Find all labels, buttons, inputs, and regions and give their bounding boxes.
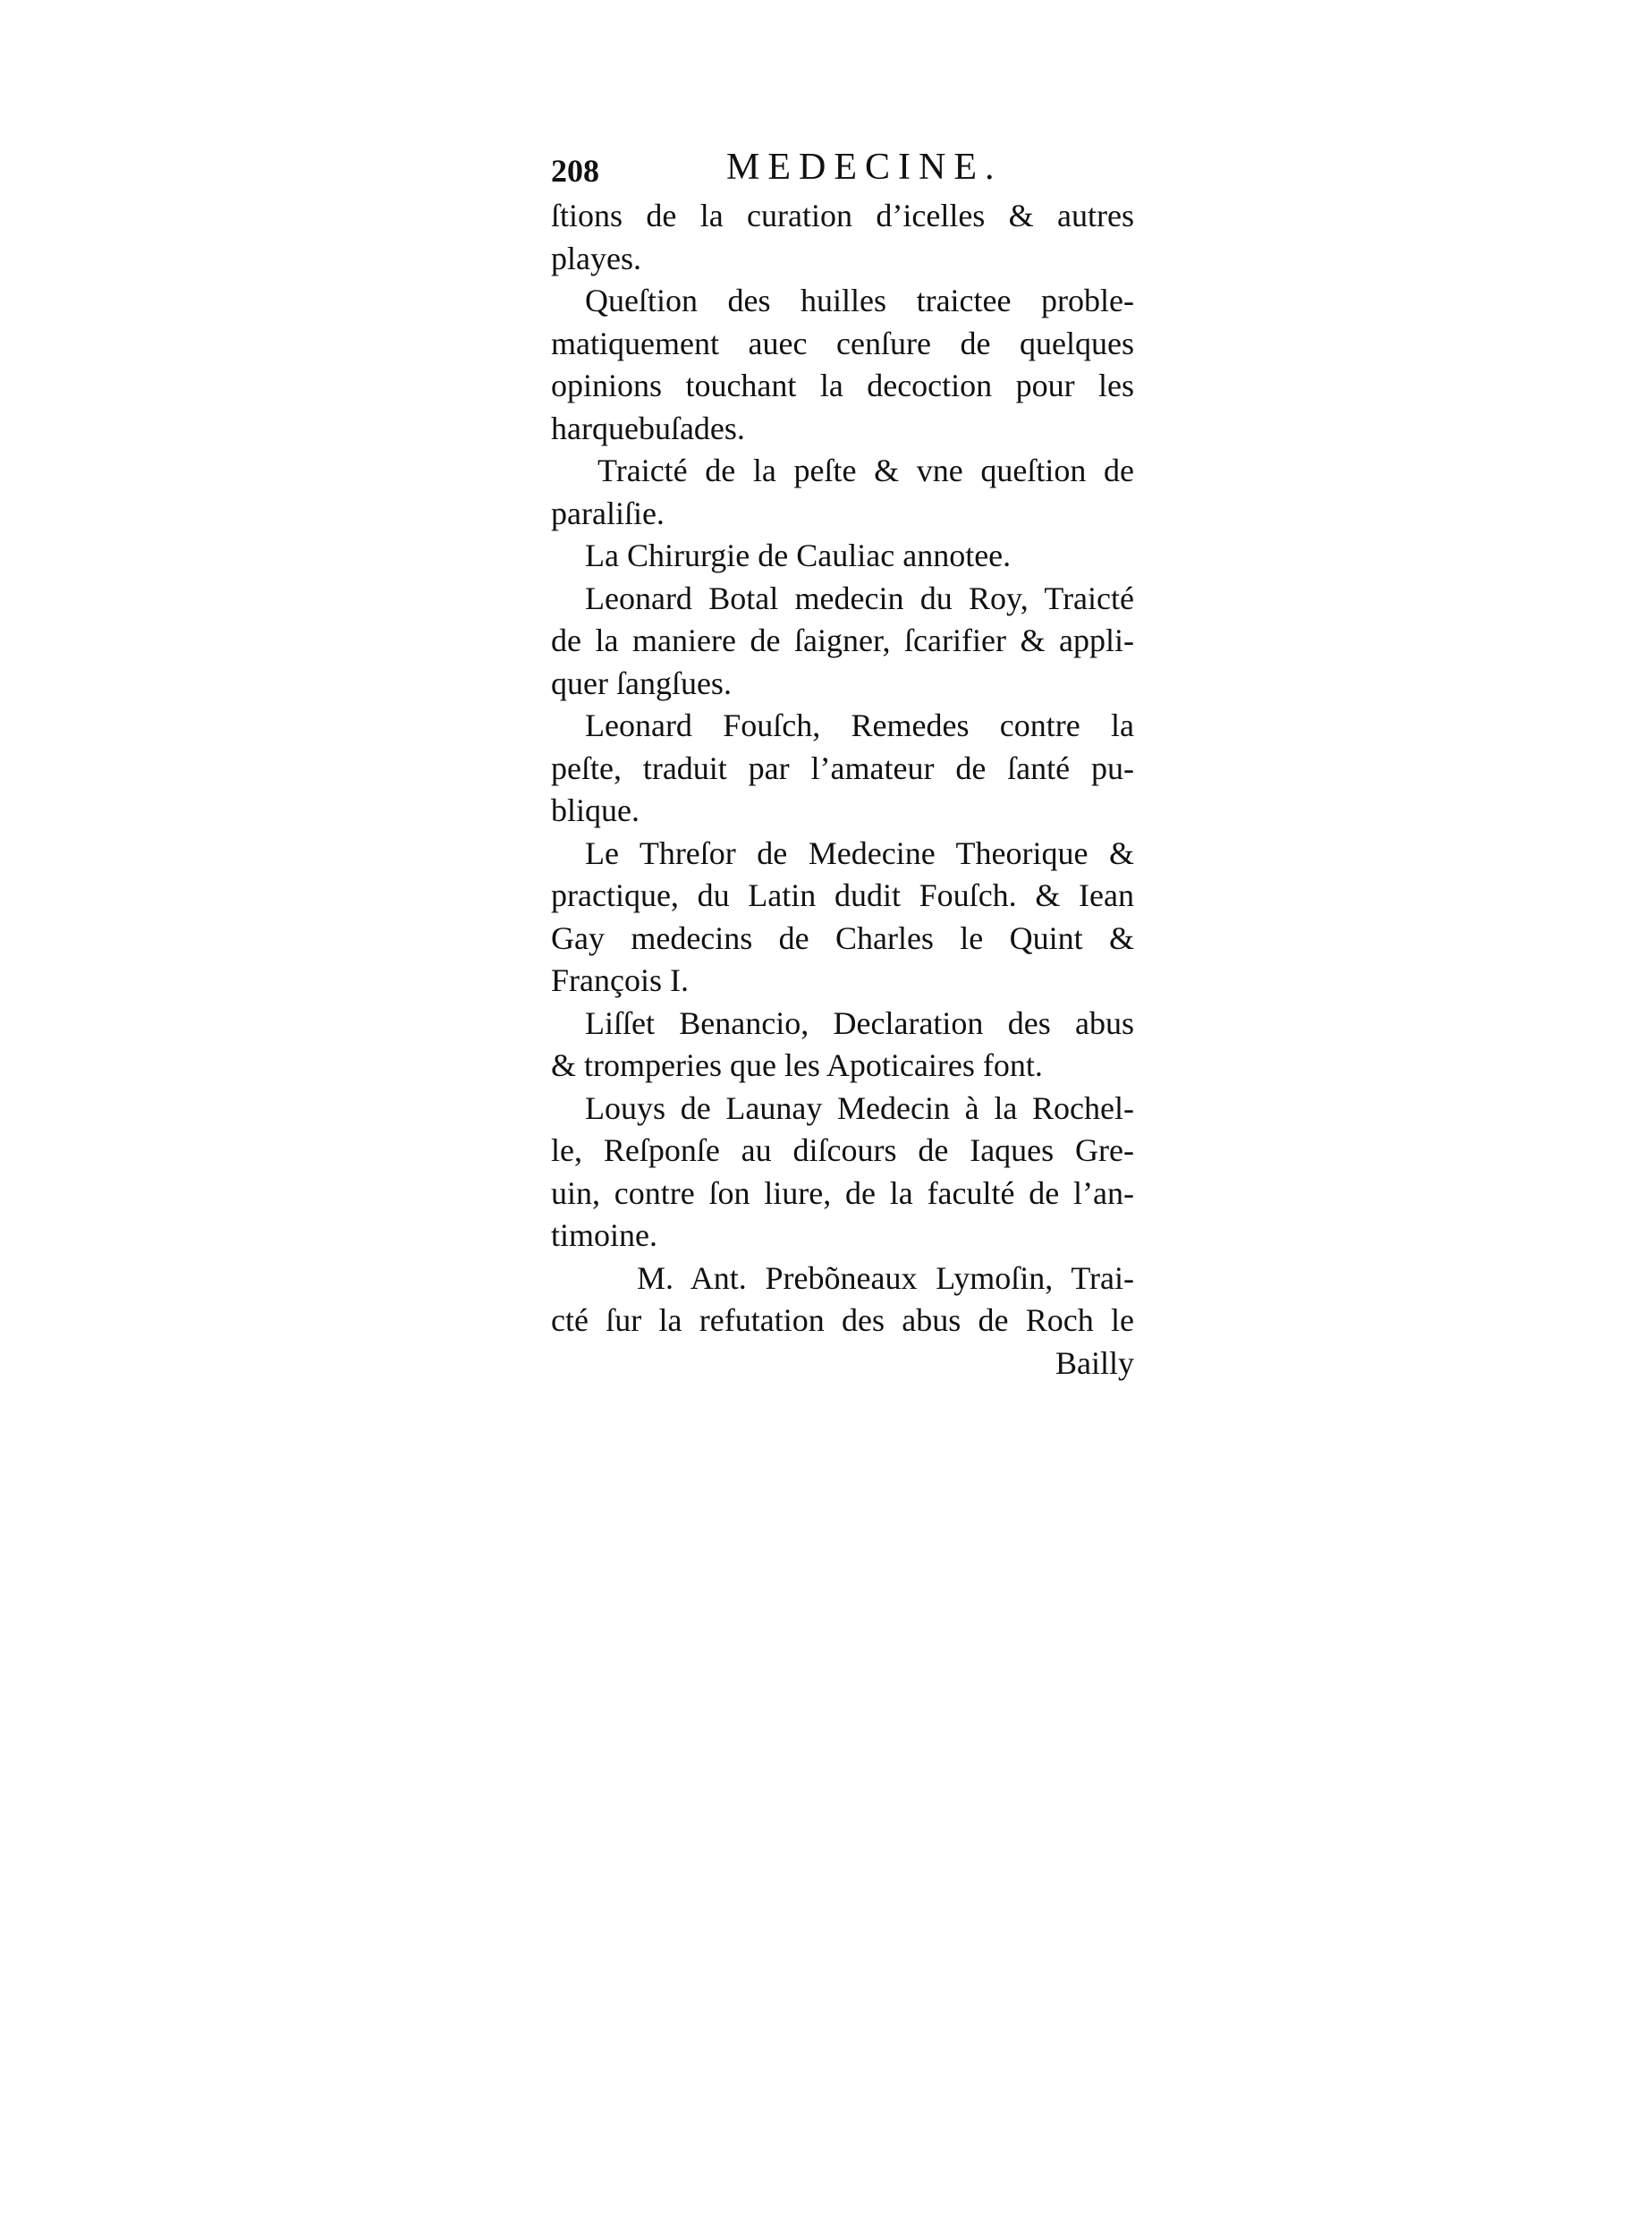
text-line: M. Ant. Prebõneaux Lymoſin, Trai- [637,1259,1134,1296]
text-line: Queſtion des huilles traictee proble- [585,283,1134,318]
text-line: playes. [551,240,641,276]
text-line: Gay medecins de Charles le Quint & [551,919,1134,956]
text-line: paraliſie. [551,495,665,531]
text-block [551,147,1134,1385]
text-line: cté ſur la refutation des abus de Roch le [551,1302,1134,1338]
page-header [551,147,1134,195]
text-line: harquebuſades. [551,410,745,446]
text-line: & tromperies que les Apoticaires font. [551,1047,1043,1083]
text-line: blique. [551,792,640,828]
text-line: le, Reſponſe au diſcours de Iaques Gre- [551,1132,1134,1168]
text-line: La Chirurgie de Cauliac annotee. [585,538,1012,573]
catchword: Bailly [1055,1344,1134,1381]
text-line: matiquement auec cenſure de quelques [551,325,1134,361]
text-line: timoine. [551,1217,657,1253]
text-line: Louys de Launay Medecin à la Rochel- [585,1089,1134,1126]
text-line: Le Threſor de Medecine Theorique & [585,834,1134,871]
text-line: uin, contre ſon liure, de la faculté de l’an- [551,1174,1134,1211]
running-head: MEDECINE. [726,147,1003,188]
text-line: de la maniere de ſaigner, ſcarifier & appli- [551,623,1134,658]
text-line: Leonard Botal medecin du Roy, Traicté [585,580,1134,616]
text-line: opinions touchant la decoction pour les [551,368,1134,403]
text-line: Liſſet Benancio, Declaration des abus [585,1004,1134,1041]
text-line: peſte, traduit par l’amateur de ſanté pu- [551,750,1134,786]
text-line: François I. [551,962,689,998]
page-number: 208 [551,153,599,189]
text-line: practique, du Latin dudit Fouſch. & Iean [551,877,1134,913]
text-line: quer ſangſues. [551,665,732,701]
text-line: Traicté de la peſte & vne queſtion de [597,453,1134,488]
text-line: ſtions de la curation d’icelles & autres [551,198,1134,233]
text-line: Leonard Fouſch, Remedes contre la [585,707,1134,743]
